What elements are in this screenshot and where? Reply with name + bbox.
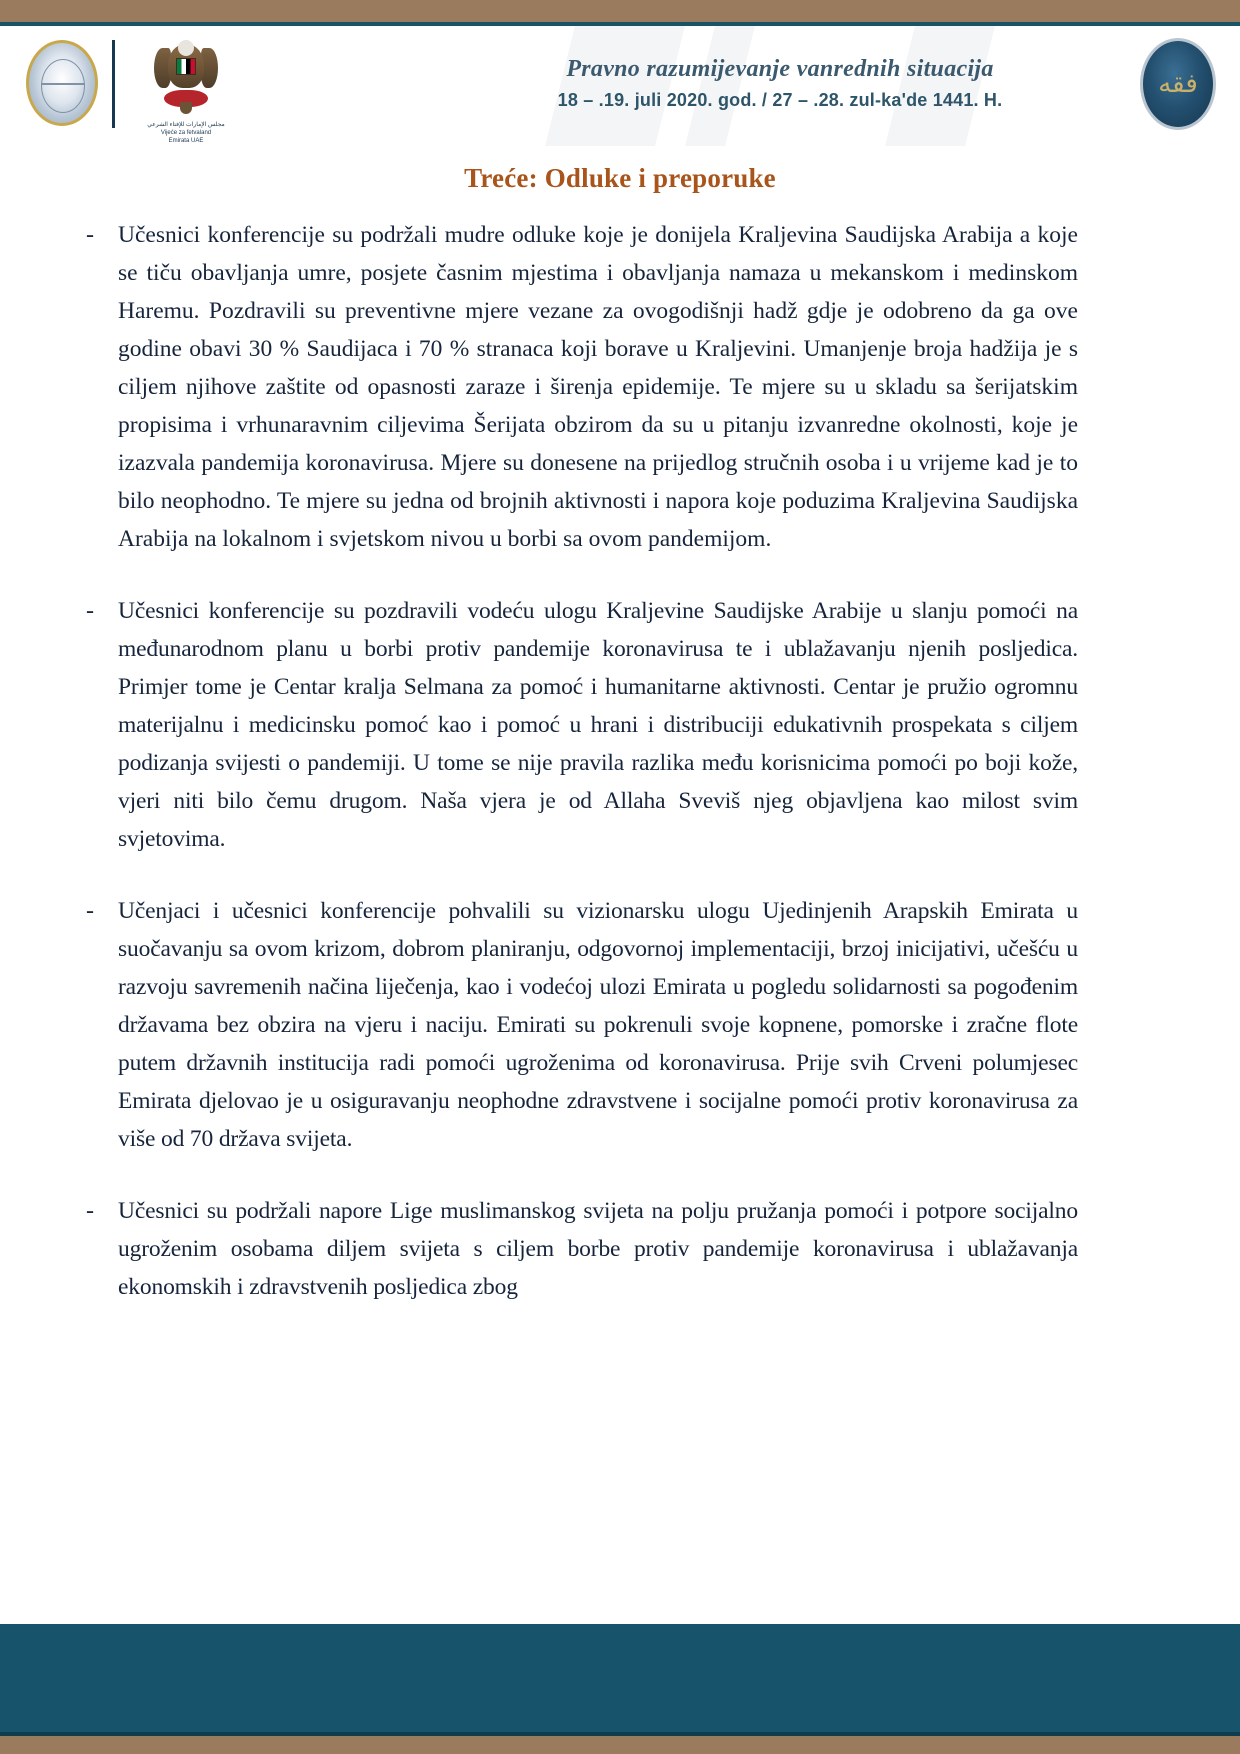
conference-title: Pravno razumijevanje vanrednih situacija (566, 56, 994, 82)
uae-emblem-block (131, 40, 241, 145)
paragraph-text: Učenjaci i učesnici konferencije pohvalili su vizionarsku ulogu Ujedinjenih Arapskih Emirata u suočavanju sa ovom krizom, dobrom planiranju, odgovornoj implementaciji, brzoj inicijativi, učešću u razvoju savremenih načina liječenja, kao i vodećoj ulozi Emirata u pogledu solidarnosti sa pogođenim državama bez obzira na vjeru i naciju. Emirati su pokrenuli svoje kopnene, pomorske i zračne flote putem državnih institucija radi pomoći ugroženima od koronavirusa. Prije svih Crveni polumjesec Emirata djelovao je u osiguravanju neophodne zdravstvene i socijalne pomoći protiv koronavirusa za više od 70 država svijeta. (118, 898, 1078, 1152)
bullet-marker: - (86, 598, 94, 624)
list-item (78, 1192, 1078, 1306)
uae-falcon-emblem-icon (154, 40, 218, 118)
globe-seal-icon (26, 40, 98, 126)
header-logo-group (26, 40, 241, 145)
list-item (78, 216, 1078, 558)
uae-flag-shield-icon (176, 58, 196, 75)
globe-seal-label (29, 87, 95, 93)
uae-caption-line1: Vijeće za fetvaland (160, 130, 212, 136)
conference-dates: 18 – .19. juli 2020. god. / 27 – .28. zul-ka'de 1441. H. (557, 90, 1003, 110)
list-item (78, 592, 1078, 858)
bullet-marker: - (86, 1198, 94, 1224)
document-body (78, 216, 1078, 1340)
paragraph-text: Učesnici konferencije su pozdravili vodeću ulogu Kraljevine Saudijske Arabije u slanju pomoći na međunarodnom planu u borbi protiv pandemije koronavirusa te i ublažavanju njenih posljedica. Primjer tome je Centar kralja Selmana za pomoć i humanitarne aktivnosti. Centar je pružio ogromnu materijalnu i medicinsku pomoć kao i pomoć u hrani i distribuciji edukativnih prospekata s ciljem podizanja svijesti o pandemiji. U tome se nije pravila razlika među korisnicima pomoći po boji kože, vjeri niti bilo čemu drugom. Naša vjera je od Allaha Sveviš njeg objavljena kao milost svim svjetovima. (118, 598, 1078, 852)
list-item (78, 892, 1078, 1158)
falcon-legs-icon (180, 102, 192, 114)
uae-emblem-caption (147, 121, 225, 145)
bullet-marker: - (86, 222, 94, 248)
arabic-seal-glyph: فقه (1158, 69, 1198, 99)
uae-caption-arabic: مجلس الإمارات للإفتاء الشرعي (147, 122, 225, 128)
top-decorative-bar-brown (0, 0, 1240, 22)
logo-divider (112, 40, 115, 128)
bullet-marker: - (86, 898, 94, 924)
uae-caption-line2: Emirata UAE (168, 138, 204, 144)
document-header (0, 26, 1240, 146)
paragraph-text: Učesnici su podržali napore Lige muslimanskog svijeta na polju pružanja pomoći i potpore socijalno ugroženim osobama diljem svijeta s ciljem borbe protiv pandemije koronavirusa i ublažavanja ekonomskih i zdravstvenih posljedica zbog (118, 1198, 1078, 1300)
footer-bar-brown (0, 1736, 1240, 1754)
paragraph-text: Učesnici konferencije su podržali mudre odluke koje je donijela Kraljevina Saudijska Arabija a koje se tiču obavljanja umre, posjete časnim mjestima i obavljanja namaza u mekanskom i medinskom Haremu. Pozdravili su preventivne mjere vezane za ovogodišnji hadž gdje je odobreno da ga ove godine obavi 30 % Saudijaca i 70 % stranaca koji borave u Kraljevini. Umanjenje broja hadžija je s ciljem njihove zaštite od opasnosti zaraze i širenja epidemije. Te mjere su u skladu sa šerijatskim propisima i vrhunaravnim ciljevima Šerijata obzirom da su u pitanju izvanredne okolnosti, koje je izazvala pandemija koronavirusa. Mjere su donesene na prijedlog stručnih osoba i u vrijeme kad je to bilo neophodno. Te mjere su jedna od brojnih aktivnosti i napora koje poduzima Kraljevina Saudijska Arabija na lokalnom i svjetskom nivou u borbi sa ovom pandemijom. (118, 222, 1078, 552)
header-title-block (520, 56, 1040, 111)
arabic-calligraphy-seal-icon (1140, 38, 1216, 130)
page-title: Treće: Odluke i preporuke (464, 163, 776, 193)
falcon-head-icon (178, 40, 194, 56)
footer-bar-teal (0, 1624, 1240, 1732)
